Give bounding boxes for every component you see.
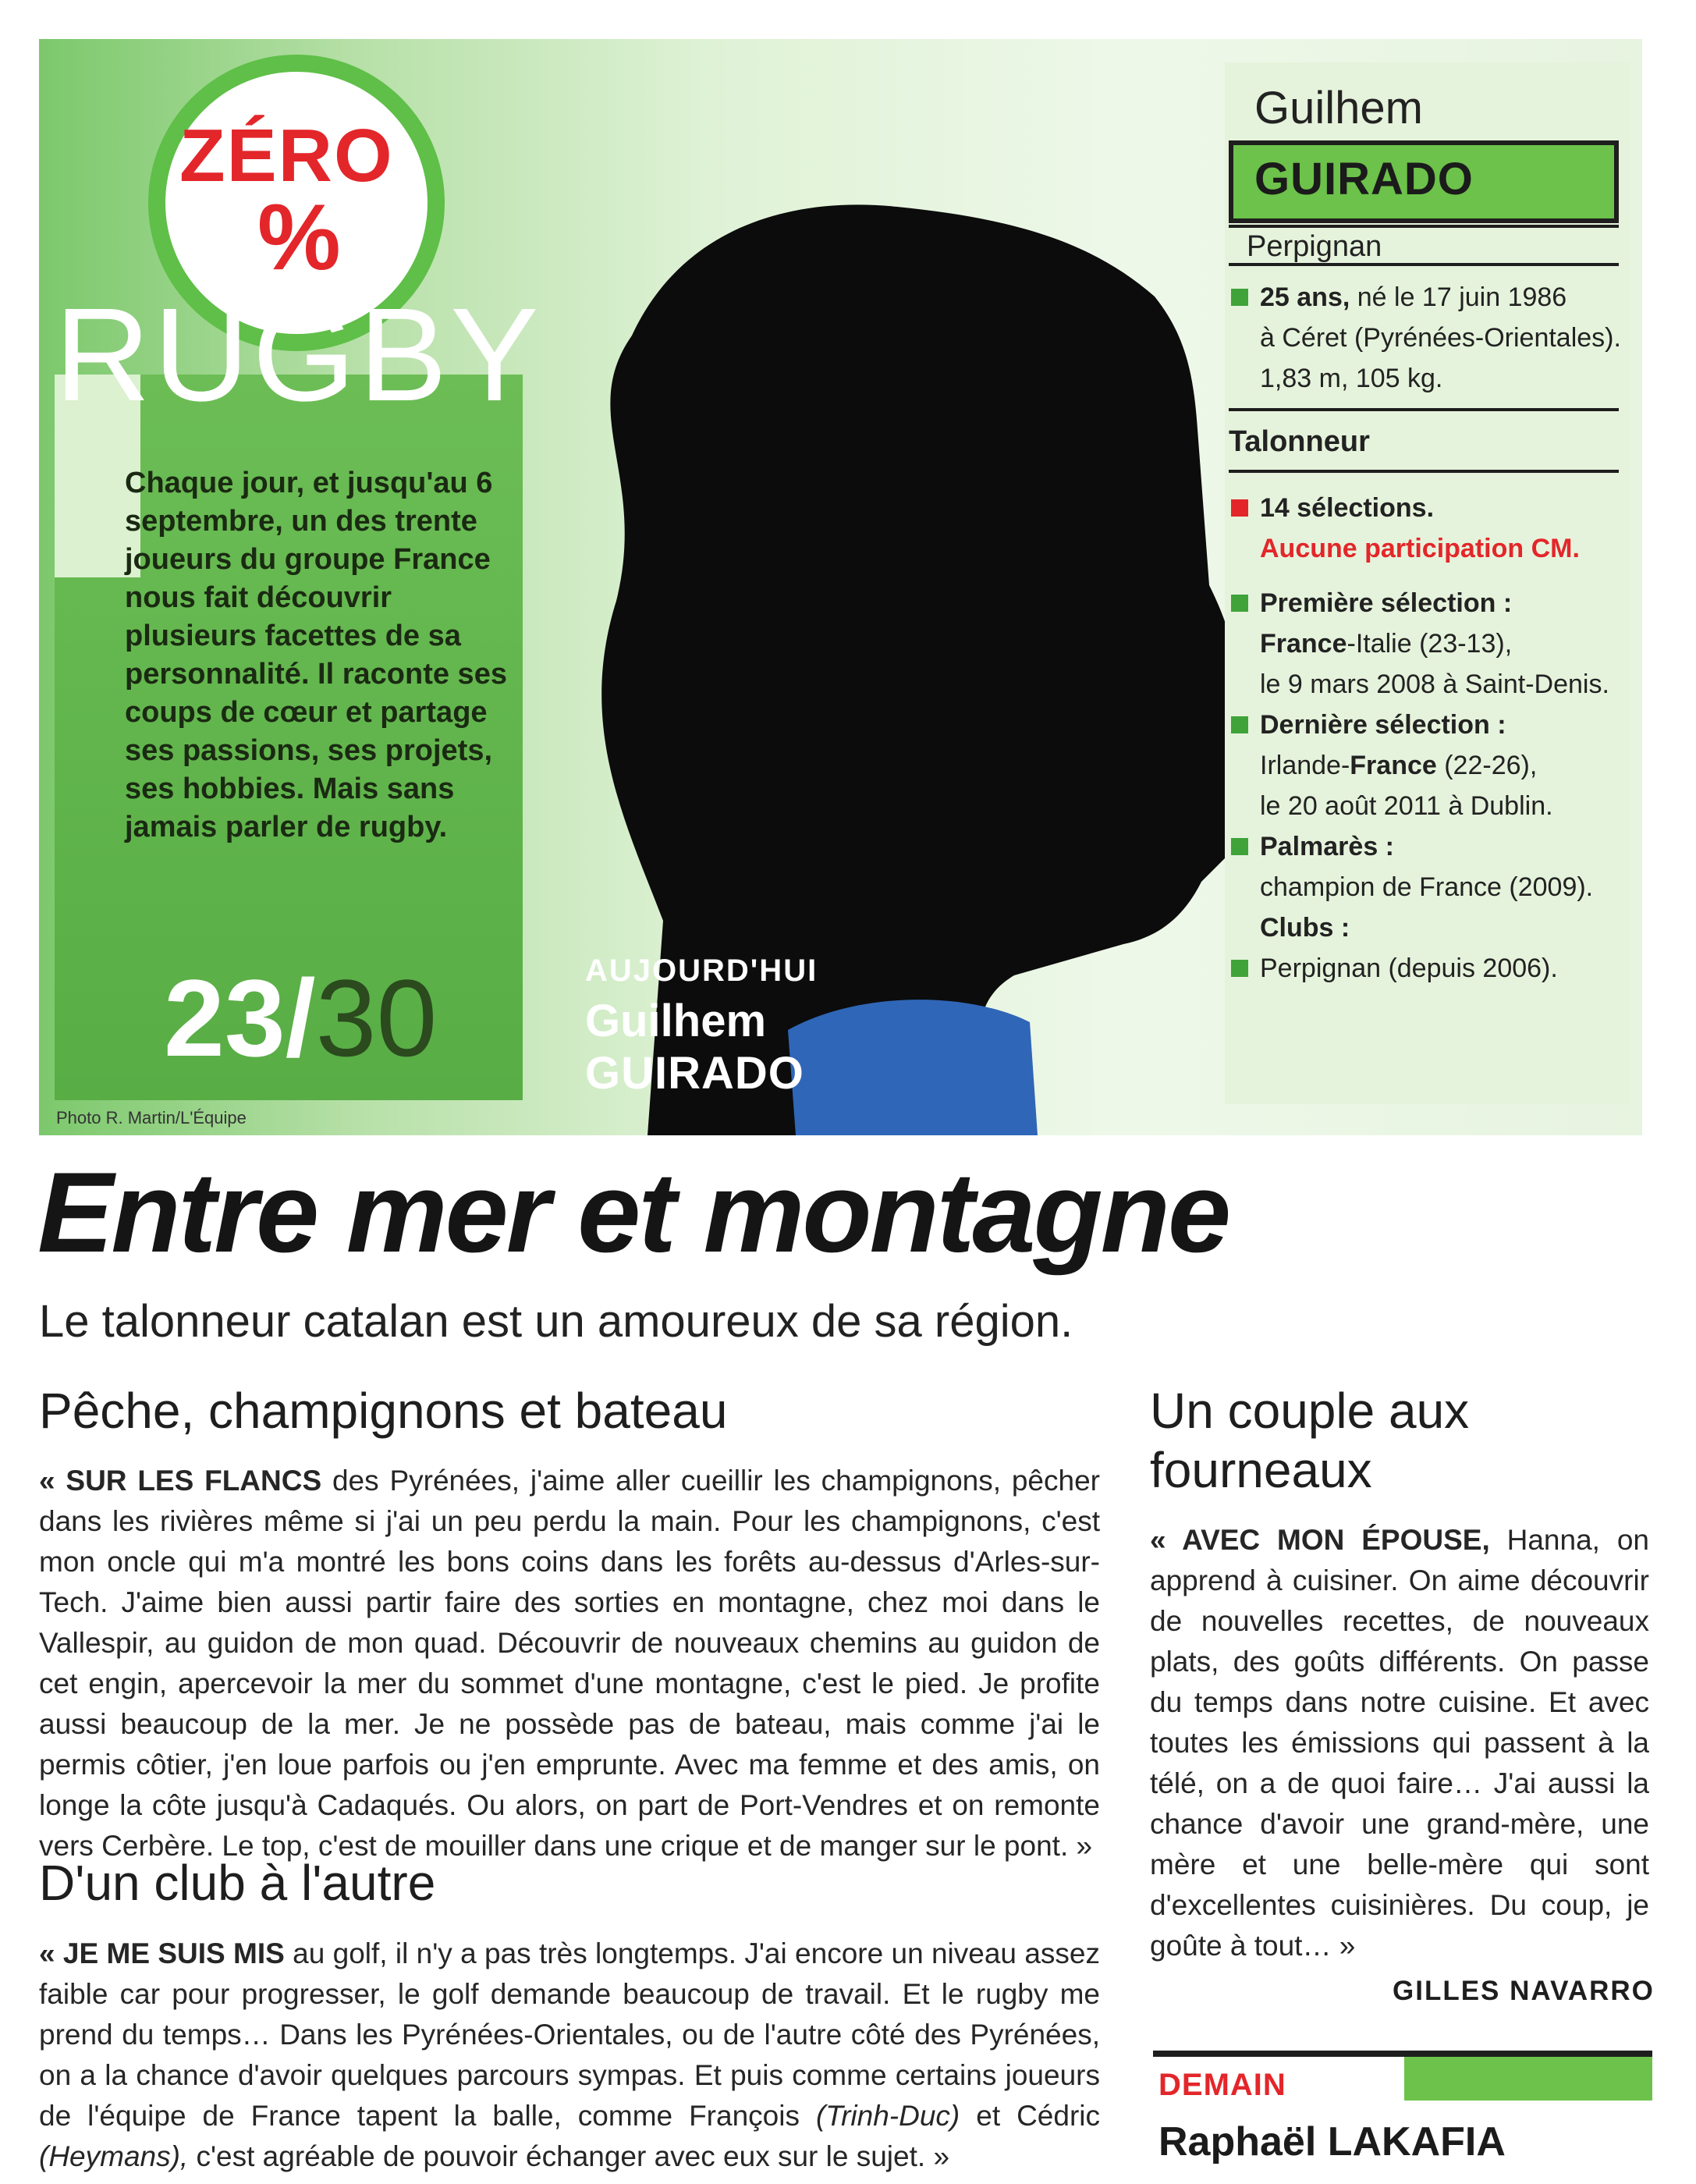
card-club: Perpignan — [1247, 230, 1382, 263]
card-honours: champion de France (2009). — [1260, 872, 1594, 902]
counter-total: 30 — [315, 957, 438, 1079]
headline: Entre mer et montagne — [37, 1149, 1229, 1276]
card-first-cap-label: Première sélection : — [1260, 588, 1513, 618]
card-last-cap-label: Dernière sélection : — [1260, 710, 1506, 740]
section-body-golf: « JE ME SUIS MIS au golf, il n'y a pas très longtemps. J'ai encore un niveau assez faible car pour progresser, le golf demande beaucoup de travail. Et le rugby me prend du temps… Dans les Pyrénées-Orientales, ou de l'autre côté des Pyrénées, on a la chance d'avoir quelques parcours sympas. Et puis comme certains joueurs de l'équipe de France tapent la balle, comme François (Trinh-Duc) et Cédric (Heymans), c'est agréable de pouvoir échanger avec eux sur le sujet. » — [39, 1937, 1100, 2172]
card-first-cap-match: France-Italie (23-13), — [1260, 629, 1513, 659]
green-bullet-icon — [1231, 716, 1248, 733]
today-label: AUJOURD'HUI — [585, 954, 818, 988]
today-first-name: Guilhem — [585, 996, 767, 1046]
card-world-cup: Aucune participation CM. — [1260, 534, 1580, 563]
logo-percent-text: % — [257, 185, 341, 289]
divider — [1229, 470, 1619, 473]
standfirst: Le talonneur catalan est un amoureux de sa région. — [39, 1296, 1073, 1347]
counter-current: 23/ — [164, 957, 316, 1079]
card-position: Talonneur — [1229, 425, 1370, 458]
card-last-cap-date: le 20 août 2011 à Dublin. — [1260, 791, 1553, 821]
next-accent-block — [1404, 2057, 1652, 2101]
green-bullet-icon — [1231, 960, 1248, 977]
card-size: 1,83 m, 105 kg. — [1260, 364, 1443, 393]
divider — [1229, 225, 1619, 228]
green-bullet-icon — [1231, 289, 1248, 306]
photo-credit: Photo R. Martin/L'Équipe — [56, 1108, 247, 1128]
card-first-cap-date: le 9 mars 2008 à Saint-Denis. — [1260, 669, 1609, 699]
card-age: 25 ans, né le 17 juin 1986 — [1260, 282, 1567, 312]
logo-zero-text: ZÉRO — [179, 114, 394, 197]
author-byline: GILLES NAVARRO — [1393, 1976, 1655, 2006]
card-clubs: Perpignan (depuis 2006). — [1260, 954, 1558, 983]
feature-banner — [39, 39, 1642, 1135]
card-honours-label: Palmarès : — [1260, 832, 1394, 861]
section-title-cooking: Un couple aux fourneaux — [1150, 1383, 1470, 1498]
section-body-cooking: « AVEC MON ÉPOUSE, Hanna, on apprend à cuisiner. On aime découvrir de nouvelles recettes, de nouveaux plats, des goûts différents. On passe du temps dans notre cuisine. Et avec toutes les émissions qui passent à la télé, on a de quoi faire… J'ai aussi la chance d'avoir une grand-mère, une mère et une belle-mère qui sont d'excellentes cuisinières. Du coup, je goûte à tout… » — [1150, 1524, 1649, 1962]
red-bullet-icon — [1231, 499, 1248, 517]
card-caps: 14 sélections. — [1260, 493, 1435, 523]
section-title-golf: D'un club à l'autre — [39, 1855, 436, 1911]
today-last-name: GUIRADO — [585, 1048, 804, 1099]
green-bullet-icon — [1231, 595, 1248, 612]
card-birthplace: à Céret (Pyrénées-Orientales). — [1260, 323, 1621, 353]
section-title-fishing: Pêche, champignons et bateau — [39, 1383, 728, 1439]
section-title: RUGBY — [55, 281, 542, 429]
card-last-cap-match: Irlande-France (22-26), — [1260, 751, 1538, 780]
card-first-name: Guilhem — [1254, 83, 1423, 133]
section-body-fishing: « SUR LES FLANCS des Pyrénées, j'aime aller cueillir les champignons, pêcher dans les rivières même si j'ai un peu perdu la main. Pour les champignons, c'est mon oncle qui m'a montré les bons coins dans les forêts au-dessus d'Arles-sur-Tech. J'aime bien aussi partir faire des sorties en montagne, chez moi dans le Vallespir, au guidon de mon quad. Découvrir de nouveaux chemins au guidon de cet engin, apercevoir la mer du sommet d'une montagne, c'est le pied. Je profite aussi beaucoup de la mer. Je ne possède pas de bateau, mais comme j'ai le permis côtier, j'en loue parfois ou j'en emprunte. Avec ma femme et des amis, on longe la côte jusqu'à Cadaqués. Ou alors, on part de Port-Vendres et on remonte vers Cerbère. Le top, c'est de mouiller dans une crique et de manger sur le pont. » — [39, 1465, 1100, 1862]
divider — [1229, 263, 1619, 266]
green-bullet-icon — [1231, 838, 1248, 855]
next-player-name: Raphaël LAKAFIA — [1158, 2119, 1506, 2164]
next-label: DEMAIN — [1158, 2068, 1286, 2102]
card-last-name: GUIRADO — [1254, 154, 1474, 204]
card-clubs-label: Clubs : — [1260, 913, 1350, 943]
series-counter — [164, 957, 438, 1079]
series-intro: Chaque jour, et jusqu'au 6 septembre, un des trente joueurs du groupe France nous fait découvrir plusieurs facettes de sa personnalité. Il raconte ses coups de cœur et partage ses passions, ses projets, ses hobbies. Mais sans jamais parler de rugby. — [125, 467, 507, 843]
divider — [1229, 408, 1619, 411]
next-divider — [1153, 2051, 1652, 2057]
